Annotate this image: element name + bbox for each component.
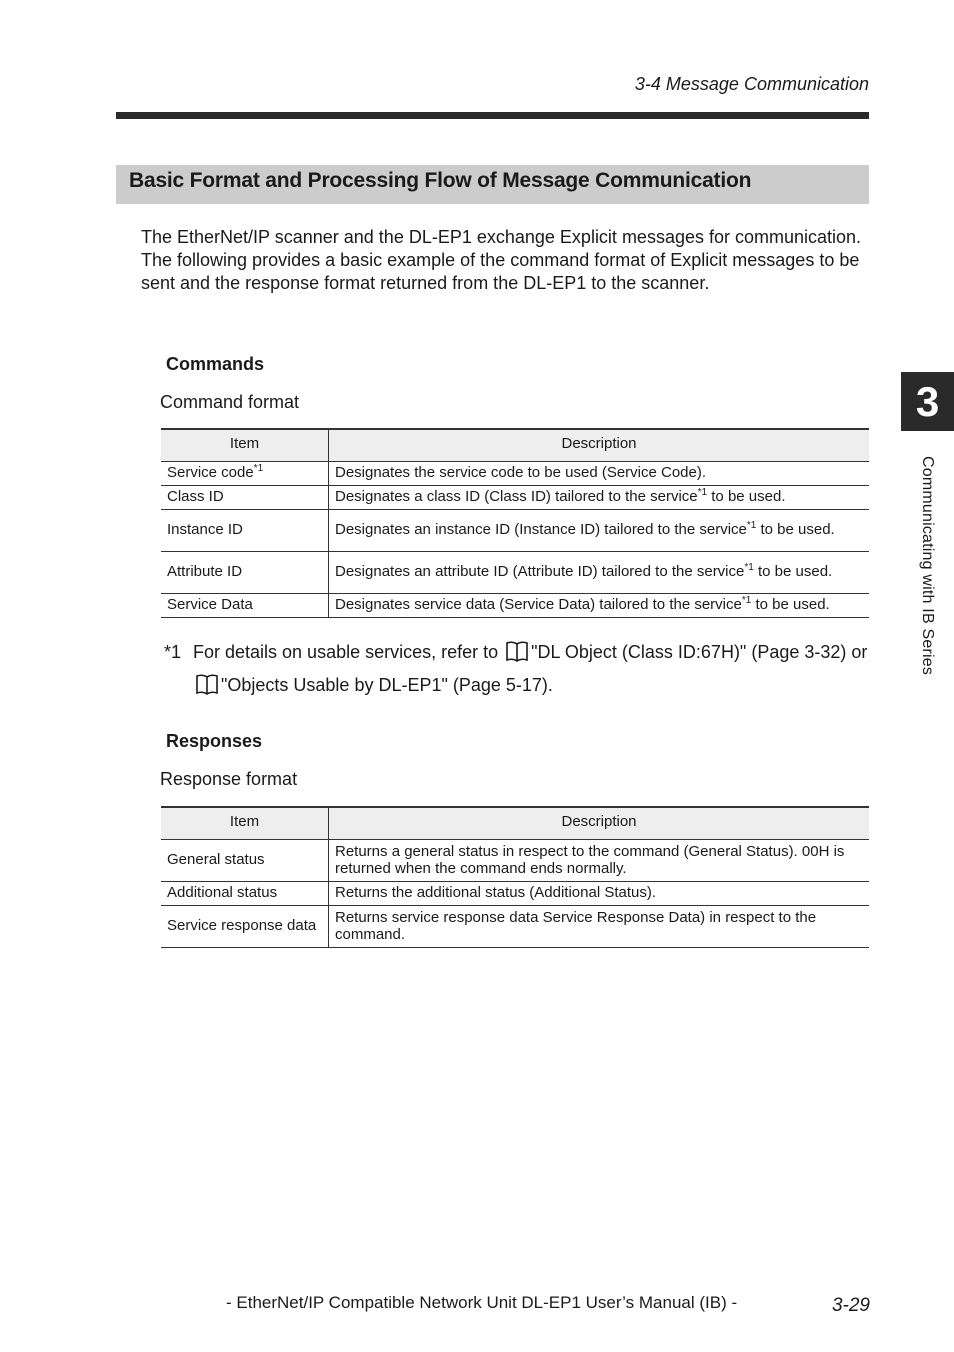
item-cell: Class ID — [161, 486, 329, 510]
book-icon — [505, 640, 529, 671]
chapter-tab: 3 — [901, 372, 954, 431]
reference-link-dl-object[interactable]: "DL Object (Class ID:67H)" (Page 3-32) or — [531, 642, 868, 662]
description-cell: Designates an instance ID (Instance ID) tailored to the service$^{*1}$ to be used. — [329, 510, 870, 552]
table-row — [161, 552, 869, 594]
responses-heading: Responses — [166, 731, 263, 751]
footer-manual-title: - EtherNet/IP Compatible Network Unit DL-EP1 User’s Manual (IB) - — [226, 1293, 738, 1312]
intro-paragraph: The EtherNet/IP scanner and the DL-EP1 exchange Explicit messages for communication. The following provides a basic example of the command format of Explicit messages to be sent and the response format returned from the DL-EP1 to the scanner. — [141, 227, 862, 293]
column-header-item: Item — [161, 429, 329, 462]
footnote-mark: *1 — [164, 642, 182, 662]
section-title-bar — [116, 165, 869, 204]
item-cell: Service Data — [161, 594, 329, 618]
column-header-item: Item — [161, 807, 329, 840]
description-cell: Designates service data (Service Data) tailored to the service$^{*1}$ to be used. — [329, 594, 870, 618]
description-cell: Designates an attribute ID (Attribute ID) tailored to the service$^{*1}$ to be used. — [329, 552, 870, 594]
table-row — [161, 510, 869, 552]
table-header-row — [161, 807, 869, 840]
footnote — [164, 638, 870, 704]
reference-link-objects-usable[interactable]: "Objects Usable by DL-EP1" (Page 5-17). — [221, 675, 553, 695]
table-row — [161, 594, 869, 618]
table-header-row — [161, 429, 869, 462]
table-row — [161, 906, 869, 948]
description-cell: Designates a class ID (Class ID) tailored to the service$^{*1}$ to be used. — [329, 486, 870, 510]
running-header: 3-4 Message Communication — [634, 74, 869, 94]
section-title: Basic Format and Processing Flow of Message Communication — [129, 169, 752, 192]
commands-heading: Commands — [166, 354, 265, 374]
table-row — [161, 462, 869, 486]
response-format-caption: Response format — [160, 769, 298, 789]
command-format-caption: Command format — [160, 392, 300, 412]
item-cell: Service response data — [161, 906, 329, 948]
page-number: 3-29 — [831, 1295, 870, 1316]
book-icon — [195, 673, 219, 704]
chapter-side-label: Communicating with IB Series — [919, 456, 936, 676]
item-cell: Instance ID — [161, 510, 329, 552]
table-row — [161, 486, 869, 510]
description-cell: Designates the service code to be used (Service Code). — [329, 462, 870, 486]
command-format-table — [161, 428, 869, 618]
item-cell: Additional status — [161, 882, 329, 906]
description-cell: Returns the additional status (Additional Status). — [329, 882, 870, 906]
description-cell: Returns service response data Service Response Data) in respect to the command. — [329, 906, 870, 948]
column-header-description: Description — [329, 429, 870, 462]
footnote-text: For details on usable services, refer to — [193, 642, 499, 662]
item-cell: Attribute ID — [161, 552, 329, 594]
table-row — [161, 840, 869, 882]
header-rule — [116, 112, 869, 119]
column-header-description: Description — [329, 807, 870, 840]
description-cell: Returns a general status in respect to the command (General Status). 00H is returned when the command ends normally. — [329, 840, 870, 882]
item-cell: General status — [161, 840, 329, 882]
item-cell: Service code$^{*1}$ — [161, 462, 329, 486]
response-format-table — [161, 806, 869, 948]
table-row — [161, 882, 869, 906]
